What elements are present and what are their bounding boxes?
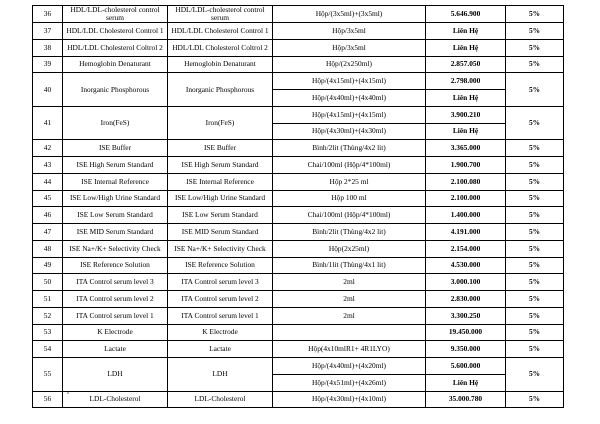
price-cell: 5.646.900 (426, 6, 506, 23)
product-name-alt-cell: Hemoglobin Denaturant (168, 56, 273, 73)
row-number-cell: 54 (33, 341, 63, 358)
product-name-cell: HDL/LDL Cholesterol Control 1 (63, 23, 168, 40)
row-number-cell: 49 (33, 257, 63, 274)
packaging-cell: Hộp/(4x51ml)+(4x26ml) (273, 374, 426, 391)
packaging-cell: Bình/2lit (Thùng/4x2 lit) (273, 140, 426, 157)
product-name-alt-cell: HDL/LDL-cholesterol control serum (168, 6, 273, 23)
product-name-alt-cell: ITA Control serum level 1 (168, 307, 273, 324)
table-row (33, 307, 564, 324)
row-number-cell: 45 (33, 190, 63, 207)
product-name-cell: LDH (63, 358, 168, 392)
price-cell: 5.600.000 (426, 358, 506, 375)
product-name-alt-cell: ISE Na+/K+ Selectivity Check (168, 240, 273, 257)
table-row (33, 39, 564, 56)
price-table-body (33, 6, 564, 408)
vat-cell: 5% (506, 140, 564, 157)
product-name-cell: Hemoglobin Denaturant (63, 56, 168, 73)
price-cell: 4.530.000 (426, 257, 506, 274)
vat-cell: 5% (506, 73, 564, 107)
row-number-cell: 52 (33, 307, 63, 324)
table-row (33, 106, 564, 123)
product-name-alt-cell: HDL/LDL Cholesterol Coltrol 2 (168, 39, 273, 56)
product-name-cell: K Electrode (63, 324, 168, 341)
vat-cell: 5% (506, 307, 564, 324)
packaging-cell: Hộp 2*25 ml (273, 173, 426, 190)
price-cell: 3.300.250 (426, 307, 506, 324)
row-number-cell: 47 (33, 224, 63, 241)
table-row (33, 324, 564, 341)
packaging-cell: Hộp 100 ml (273, 190, 426, 207)
product-name-cell: Lactate (63, 341, 168, 358)
packaging-cell: Bình/1lit (Thùng/4x1 lit) (273, 257, 426, 274)
table-row (33, 173, 564, 190)
vat-cell: 5% (506, 224, 564, 241)
product-name-cell: Iron(FeS) (63, 106, 168, 140)
table-row (33, 23, 564, 40)
table-row (33, 224, 564, 241)
product-name-alt-cell: ISE Low/High Urine Standard (168, 190, 273, 207)
packaging-cell: Hộp/(4x40ml)+(4x40ml) (273, 90, 426, 107)
product-name-cell: ITA Control serum level 1 (63, 307, 168, 324)
packaging-cell: Hộp/(4x15ml)+(4x15ml) (273, 106, 426, 123)
row-number-cell: 36 (33, 6, 63, 23)
product-name-cell: HDL/LDL-cholesterol control serum (63, 6, 168, 23)
price-cell: 2.154.000 (426, 240, 506, 257)
price-cell: 35.000.780 (426, 391, 506, 408)
packaging-cell: 2ml (273, 291, 426, 308)
product-name-alt-cell: ISE Low Serum Standard (168, 207, 273, 224)
product-name-cell: ISE MID Serum Standard (63, 224, 168, 241)
price-cell: 3.900.210 (426, 106, 506, 123)
row-number-cell: 56 (33, 391, 63, 408)
product-name-alt-cell: Inorganic Phosphorous (168, 73, 273, 107)
price-cell: 2.798.000 (426, 73, 506, 90)
packaging-cell: Hộp/3x5ml (273, 23, 426, 40)
product-name-alt-cell: ITA Control serum level 2 (168, 291, 273, 308)
row-number-cell: 40 (33, 73, 63, 107)
packaging-cell: Chai/100ml (Hộp/4*100ml) (273, 157, 426, 174)
product-name-cell: ISE Buffer (63, 140, 168, 157)
price-cell: 2.830.000 (426, 291, 506, 308)
product-name-alt-cell: LDH (168, 358, 273, 392)
table-row (33, 291, 564, 308)
price-cell: Liên Hệ (426, 90, 506, 107)
product-name-alt-cell: Iron(FeS) (168, 106, 273, 140)
product-name-cell: LDL-Cholesterol (63, 391, 168, 408)
vat-cell: 5% (506, 56, 564, 73)
price-table (32, 5, 564, 408)
price-cell: Liên Hệ (426, 374, 506, 391)
table-row (33, 207, 564, 224)
price-cell: 1.900.700 (426, 157, 506, 174)
product-name-alt-cell: ITA Control serum level 3 (168, 274, 273, 291)
price-cell: Liên Hệ (426, 23, 506, 40)
table-row (33, 6, 564, 23)
vat-cell: 5% (506, 39, 564, 56)
product-name-alt-cell: Lactate (168, 341, 273, 358)
product-name-alt-cell: K Electrode (168, 324, 273, 341)
packaging-cell: Hộp/(4x15ml)+(4x15ml) (273, 73, 426, 90)
row-number-cell: 50 (33, 274, 63, 291)
row-number-cell: 55 (33, 358, 63, 392)
packaging-cell: Hộp/(2x250ml) (273, 56, 426, 73)
packaging-cell: Hộp/(4x40ml)+(4x20ml) (273, 358, 426, 375)
row-number-cell: 53 (33, 324, 63, 341)
price-cell: 3.365.000 (426, 140, 506, 157)
packaging-cell: Hộp(2x25ml) (273, 240, 426, 257)
product-name-alt-cell: ISE Reference Solution (168, 257, 273, 274)
row-number-cell: 51 (33, 291, 63, 308)
packaging-cell: 2ml (273, 274, 426, 291)
table-row (33, 140, 564, 157)
vat-cell: 5% (506, 391, 564, 408)
product-name-alt-cell: ISE High Serum Standard (168, 157, 273, 174)
row-number-cell: 38 (33, 39, 63, 56)
packaging-cell: Bình/2lit (Thùng/4x2 lit) (273, 224, 426, 241)
table-row (33, 257, 564, 274)
vat-cell: 5% (506, 106, 564, 140)
vat-cell: 5% (506, 291, 564, 308)
price-cell: 2.100.080 (426, 173, 506, 190)
vat-cell: 5% (506, 257, 564, 274)
packaging-cell: 2ml (273, 307, 426, 324)
row-number-cell: 39 (33, 56, 63, 73)
row-number-cell: 46 (33, 207, 63, 224)
price-cell: 4.191.000 (426, 224, 506, 241)
price-cell: Liên Hệ (426, 123, 506, 140)
vat-cell: 5% (506, 274, 564, 291)
product-name-cell: ISE High Serum Standard (63, 157, 168, 174)
table-row (33, 358, 564, 375)
packaging-cell (273, 324, 426, 341)
price-cell: Liên Hệ (426, 39, 506, 56)
product-name-cell: ISE Internal Reference (63, 173, 168, 190)
table-row (33, 73, 564, 90)
product-name-alt-cell: ISE Internal Reference (168, 173, 273, 190)
vat-cell: 5% (506, 6, 564, 23)
page-mark (67, 392, 69, 394)
packaging-cell: Hộp/3x5ml (273, 39, 426, 56)
vat-cell: 5% (506, 341, 564, 358)
price-cell: 2.100.000 (426, 190, 506, 207)
vat-cell: 5% (506, 190, 564, 207)
vat-cell: 5% (506, 173, 564, 190)
row-number-cell: 48 (33, 240, 63, 257)
row-number-cell: 41 (33, 106, 63, 140)
row-number-cell: 44 (33, 173, 63, 190)
price-cell: 1.400.000 (426, 207, 506, 224)
vat-cell: 5% (506, 23, 564, 40)
table-row (33, 274, 564, 291)
vat-cell: 5% (506, 324, 564, 341)
product-name-cell: ISE Low Serum Standard (63, 207, 168, 224)
product-name-cell: ITA Control serum level 3 (63, 274, 168, 291)
packaging-cell: Hộp/(4x30ml)+(4x30ml) (273, 123, 426, 140)
vat-cell: 5% (506, 207, 564, 224)
product-name-cell: ISE Low/High Urine Standard (63, 190, 168, 207)
product-name-cell: Inorganic Phosphorous (63, 73, 168, 107)
price-cell: 9.350.000 (426, 341, 506, 358)
table-row (33, 157, 564, 174)
product-name-alt-cell: ISE Buffer (168, 140, 273, 157)
product-name-cell: ISE Reference Solution (63, 257, 168, 274)
price-cell: 19.450.000 (426, 324, 506, 341)
table-row (33, 56, 564, 73)
price-cell: 3.000.100 (426, 274, 506, 291)
vat-cell: 5% (506, 157, 564, 174)
row-number-cell: 42 (33, 140, 63, 157)
product-name-alt-cell: ISE MID Serum Standard (168, 224, 273, 241)
product-name-cell: ITA Control serum level 2 (63, 291, 168, 308)
product-name-alt-cell: LDL-Cholesterol (168, 391, 273, 408)
vat-cell: 5% (506, 240, 564, 257)
table-row (33, 240, 564, 257)
product-name-cell: ISE Na+/K+ Selectivity Check (63, 240, 168, 257)
product-name-alt-cell: HDL/LDL Cholesterol Control 1 (168, 23, 273, 40)
packaging-cell: Hộp/(3x5ml)+(3x5ml) (273, 6, 426, 23)
row-number-cell: 37 (33, 23, 63, 40)
packaging-cell: Chai/100ml (Hộp/4*100ml) (273, 207, 426, 224)
row-number-cell: 43 (33, 157, 63, 174)
table-row (33, 190, 564, 207)
packaging-cell: Hộp(4x10mlR1+ 4R1LYO) (273, 341, 426, 358)
table-row (33, 341, 564, 358)
vat-cell: 5% (506, 358, 564, 392)
product-name-cell: HDL/LDL Cholesterol Coltrol 2 (63, 39, 168, 56)
table-row (33, 391, 564, 408)
price-cell: 2.857.050 (426, 56, 506, 73)
packaging-cell: Hộp/(4x30ml)+(4x10ml) (273, 391, 426, 408)
